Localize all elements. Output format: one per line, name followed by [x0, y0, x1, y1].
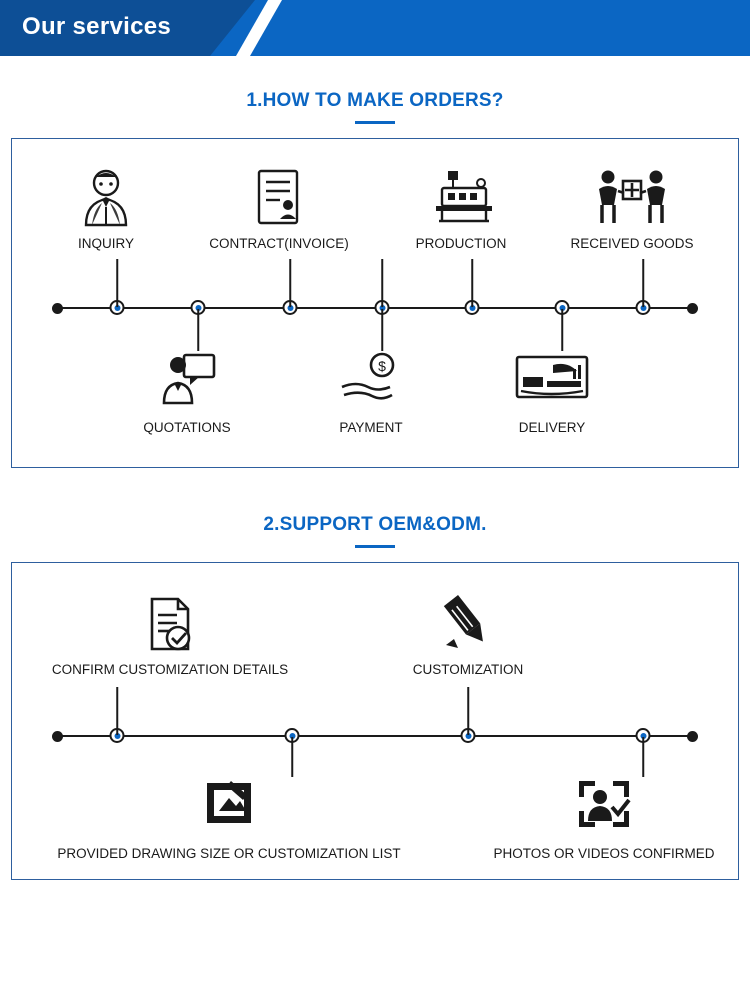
oem-item-photos-videos — [394, 777, 750, 861]
oem-item-label: PROVIDED DRAWING SIZE OR CUSTOMIZATION LIST — [57, 846, 401, 861]
oem-item-label: CONFIRM CUSTOMIZATION DETAILS — [51, 662, 289, 677]
orders-stem-down-1 — [197, 309, 199, 351]
oem-stem-down-2 — [642, 737, 644, 777]
delivery-truck-ship-icon — [452, 351, 652, 413]
received-goods-people-icon — [532, 167, 732, 229]
orders-stem-up-2 — [289, 259, 291, 307]
orders-process-panel — [11, 138, 739, 468]
oem-timeline-end-dot — [687, 731, 698, 742]
orders-stem-up-3 — [381, 259, 383, 307]
orders-timeline-end-dot — [687, 303, 698, 314]
photo-person-confirm-icon — [394, 777, 750, 839]
orders-timeline-start-dot — [52, 303, 63, 314]
section-1-heading-text: 1.HOW TO MAKE ORDERS? — [246, 90, 504, 111]
oem-timeline-start-dot — [52, 731, 63, 742]
section-2-heading — [0, 514, 750, 548]
oem-odm-panel — [11, 562, 739, 880]
quotation-chat-icon — [87, 351, 287, 413]
orders-item-production — [361, 167, 561, 251]
oem-item-label: PHOTOS OR VIDEOS CONFIRMED — [493, 846, 715, 861]
orders-timeline — [57, 307, 693, 309]
orders-item-label: PAYMENT — [339, 420, 403, 435]
payment-hand-money-icon — [271, 351, 471, 413]
svg-text:$: $ — [378, 358, 386, 374]
section-2-heading-text: 2.SUPPORT OEM&ODM. — [263, 514, 487, 535]
contract-document-icon — [179, 167, 379, 229]
orders-item-label: CONTRACT(INVOICE) — [209, 236, 349, 251]
orders-item-payment — [271, 351, 471, 435]
orders-stem-down-2 — [381, 309, 383, 351]
orders-item-label: PRODUCTION — [415, 236, 507, 251]
drawing-edit-icon — [19, 777, 439, 839]
orders-item-label: DELIVERY — [518, 420, 586, 435]
orders-stem-up-5 — [642, 259, 644, 307]
page-banner — [0, 0, 750, 56]
oem-stem-down-1 — [291, 737, 293, 777]
orders-stem-up-1 — [116, 259, 118, 307]
orders-item-quotations — [87, 351, 287, 435]
section-2-heading-underline — [355, 545, 395, 548]
orders-stem-down-3 — [561, 309, 563, 351]
section-1-heading-underline — [355, 121, 395, 124]
production-machine-icon — [361, 167, 561, 229]
section-1-heading — [0, 90, 750, 124]
oem-timeline — [57, 735, 693, 737]
orders-item-contract — [179, 167, 379, 251]
orders-item-delivery — [452, 351, 652, 435]
oem-stem-up-2 — [467, 687, 469, 735]
orders-item-label: INQUIRY — [77, 236, 134, 251]
page-title: Our services — [22, 13, 172, 40]
orders-item-label: RECEIVED GOODS — [570, 236, 694, 251]
oem-item-drawing-size — [19, 777, 439, 861]
oem-item-label: CUSTOMIZATION — [412, 662, 524, 677]
businessperson-icon — [6, 167, 206, 229]
orders-stem-up-4 — [471, 259, 473, 307]
oem-item-customization — [258, 593, 678, 677]
pencil-ruler-icon — [258, 593, 678, 655]
orders-item-inquiry — [6, 167, 206, 251]
orders-item-received-goods — [532, 167, 732, 251]
orders-item-label: QUOTATIONS — [143, 420, 231, 435]
oem-stem-up-1 — [116, 687, 118, 735]
